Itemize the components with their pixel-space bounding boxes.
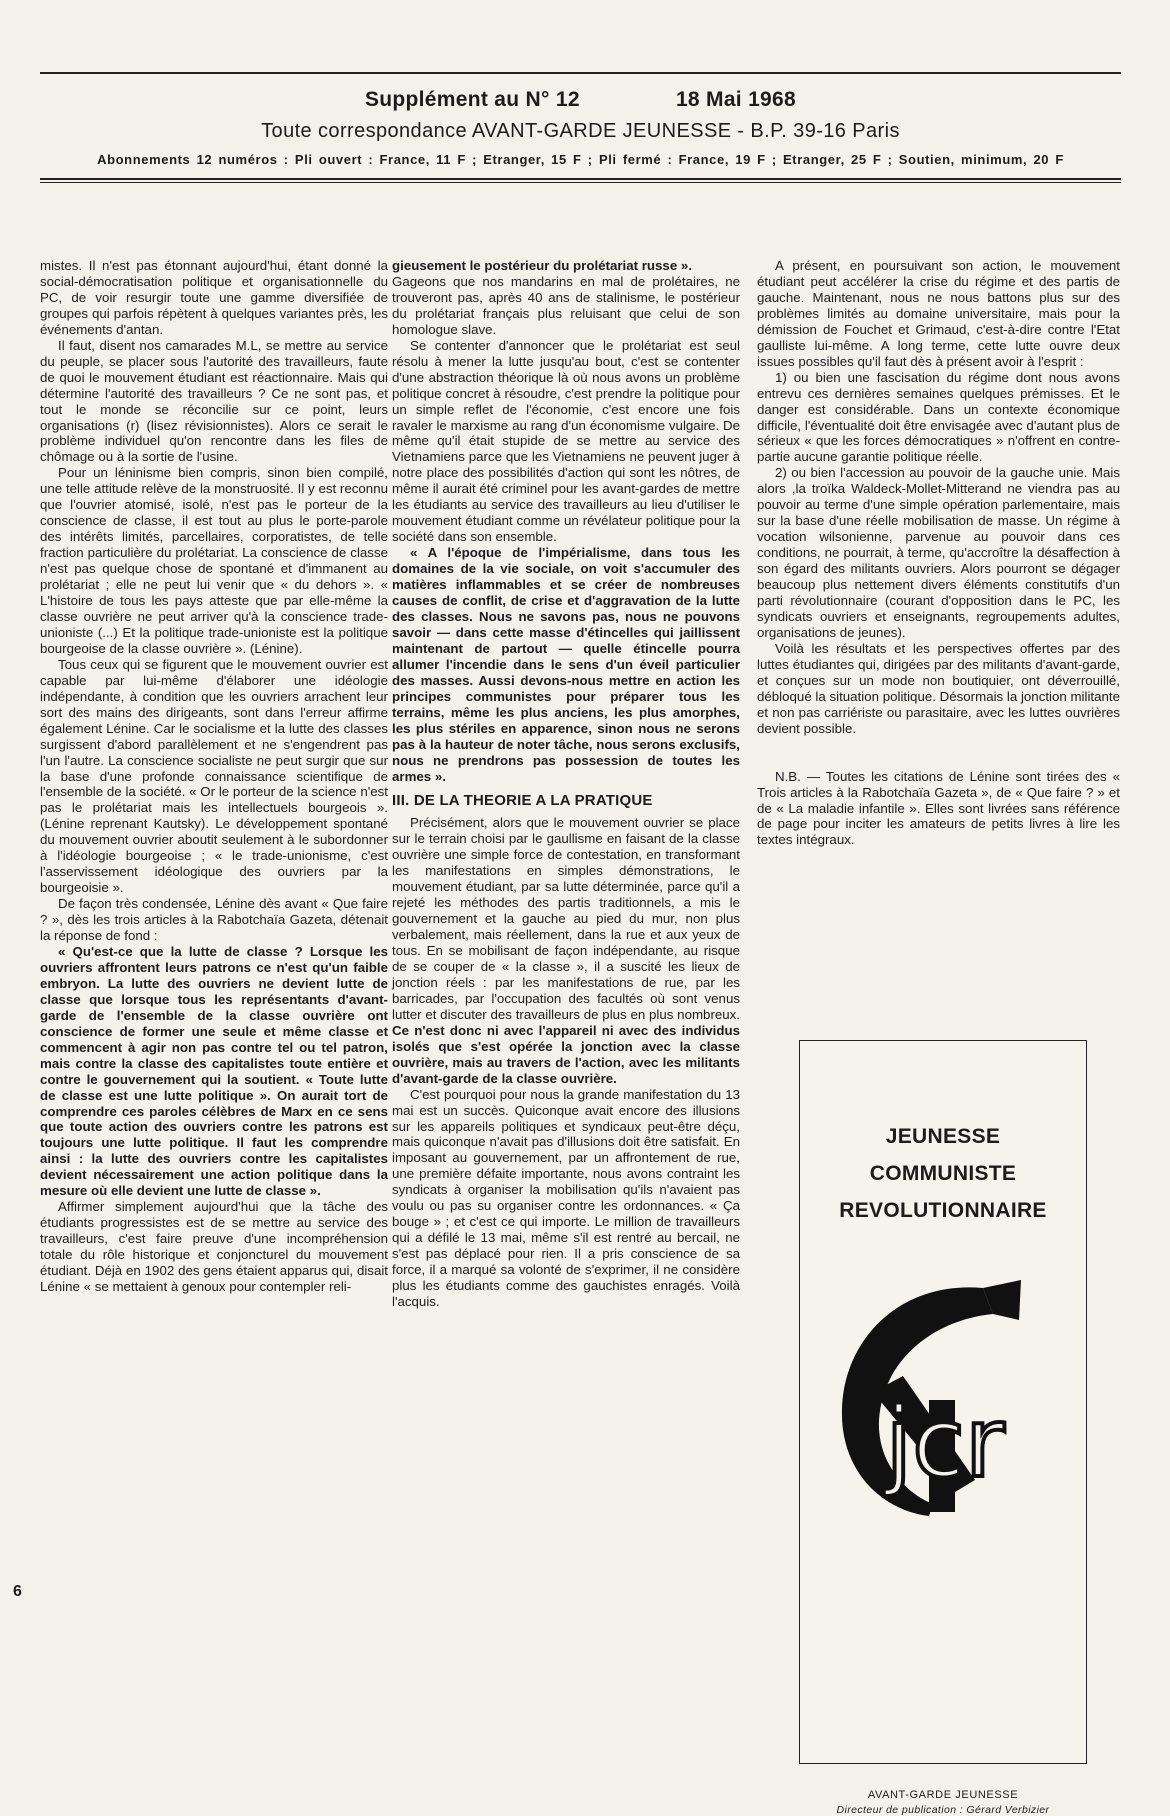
article-column-3 bbox=[757, 258, 1120, 848]
paragraph: 2) ou bien l'accession au pouvoir de la gauche unie. Mais alors ,la troïka Waldeck-Mollet-Mitterand ne viendra pas au pouvoir au terme d'une simple opération parlementaire, mais sur la base d'une réelle mobilisation de masse. Un régime à vocation wilsonienne, parvenue au pouvoir dans ces conditions, ne pourrait, à terme, qu'accroître la désaffection à son égard des militants ouvriers. Alors pourront se dégager beaucoup plus nettement divers éléments constitutifs d'un parti révolutionnaire (courant d'opposition dans le PC, les syndicats ouvriers et enseignants, regroupements adultes, organisations de jeunes). bbox=[757, 465, 1120, 640]
paragraph: Pour un léninisme bien compris, sinon bien compilé, une telle attitude relève de la monstruosité. Il y est reconnu que l'ouvrier atomisé, isolé, n'est pas le porteur de la conscience de classe, il est tout au plus le porte-parole des intérêts limités, parcellaires, corporatistes, de telle fraction particulière du prolétariat. La conscience de classe n'est pas quelque chose de spontané et d'immanent au prolétariat ; elle ne peut lui venir que « du dehors ». « L'histoire de tous les pays atteste que par elle-même la classe ouvrière ne peut arriver qu'à la conscience trade-unioniste (...) Et la politique trade-unioniste est la politique bourgeoise de la classe ouvrière ». (Lénine). bbox=[40, 465, 388, 656]
publisher-name: AVANT-GARDE JEUNESSE bbox=[867, 1789, 1019, 1801]
jcr-hammer-sickle-logo-icon bbox=[833, 1280, 1053, 1520]
lenin-quote: « A l'époque de l'impérialisme, dans tous les domaines de la vie sociale, on voit s'accumuler des matières inflammables et se créer de nombreuses causes de conflit, de crise et d'aggravation de la lutte des classes. Nous ne savons pas, nous ne pouvons savoir — dans cette masse d'étincelles qui jaillissent maintenant de partout — quelle étincelle pourra allumer l'incendie dans le sens d'un éveil particulier des masses. Aussi devons-nous mettre en action les principes communistes pour préparer tous les terrains, même les plus anciens, les plus amorphes, les plus stériles en apparence, sinon nous ne serons pas à la hauteur de noter tâche, nous serons exclusifs, nous ne prendrons pas possession de toutes les armes ». bbox=[392, 545, 740, 784]
correspondence-line: Toute correspondance AVANT-GARDE JEUNESSE - B.P. 39-16 Paris bbox=[261, 120, 900, 142]
publication-director: Directeur de publication : Gérard Verbizier bbox=[836, 1804, 1050, 1816]
supplement-line bbox=[40, 88, 1121, 112]
page-number: 6 bbox=[13, 1583, 22, 1600]
issue-date: 18 Mai 1968 bbox=[675, 88, 796, 111]
paragraph: A présent, en poursuivant son action, le mouvement étudiant peut accélérer la crise du régime et des partis de gauche. Maintenant, nous ne nous battons plus sur des problèmes limités au domaine universitaire, mais pour la démission de Fouchet et Grimaud, c'est-à-dire contre l'Etat gaulliste lui-même. A long terme, cette lutte ouvre deux issues possibles qu'il faut dès à présent avoir à l'esprit : bbox=[757, 258, 1120, 369]
jcr-advertisement bbox=[799, 1040, 1087, 1743]
paragraph bbox=[392, 815, 740, 1086]
jcr-logo-text: jcr bbox=[885, 1387, 1005, 1499]
section-heading: III. DE LA THEORIE A LA PRATIQUE bbox=[392, 792, 653, 810]
paragraph: Gageons que nos mandarins en mal de prolétaires, ne trouveront pas, après 40 ans de stalinisme, le postérieur du prolétariat français plus reluisant que celui de son homologue slave. bbox=[392, 273, 740, 337]
paragraph: gieusement le postérieur du prolétariat russe ». bbox=[392, 258, 693, 273]
masthead-top-rule bbox=[40, 72, 1121, 74]
paragraph: C'est pourquoi pour nous la grande manifestation du 13 mai est un succès. Quiconque avait encore des illusions sur les appareils politiques et syndicaux peut-être déçu, mais quiconque n'avait pas d'illusions doit être satisfait. En imposant au gouvernement, par un affrontement de rue, une première défaite importante, nous avons contraint les syndicats à organiser la mobilisation qu'ils n'avaient pas voulu ou pas su organiser contre les ordonnances. « Ça bouge » ; et c'est ce qui importe. Le million de travailleurs qui a défilé le 13 mai, même s'il est rentré au bercail, ne s'est pas déplacé pour rien. Il a pris conscience de sa force, il a marqué sa volonté de s'exprimer, il ne considère plus les étudiants comme des gauchistes enragés. Voilà l'acquis. bbox=[392, 1086, 740, 1309]
supplement-label: Supplément au N° 12 bbox=[364, 88, 580, 111]
paragraph: 1) ou bien une fascisation du régime dont nous avons entrevu ces dernières semaines quelques prémisses. Et le danger est considérable. Dans un contexte économique difficile, l'éventualité doit être envisagée avec d'autant plus de sérieux « que les forces démocratiques » n'offrent en contre-partie aucune garantie politique réelle. bbox=[757, 369, 1120, 465]
ad-title-line-1: JEUNESSE bbox=[885, 1125, 1001, 1148]
article-column-1 bbox=[40, 258, 388, 1295]
article-column-2 bbox=[392, 258, 740, 1310]
paragraph: Tous ceux qui se figurent que le mouvement ouvrier est capable par lui-même d'élaborer une idéologie indépendante, à condition que les ouvriers arrachent leur sort des mains des dirigeants, sont dans l'erreur affirme également Lénine. Car le socialisme et la lutte des classes surgissent d'abord parallèlement et ne s'engendrent pas l'un l'autre. La conscience socialiste ne peut surgir que sur la base d'une profonde connaissance scientifique de l'ensemble de la société. « Or le porteur de la science n'est pas le prolétariat mais les intellectuels bourgeois ». (Lénine reprenant Kautsky). Le développement spontané du mouvement ouvrier aboutit seulement à le subordonner à l'idéologie bourgeoise ; « le trade-unionisme, c'est l'asservissement idéologique des ouvriers par la bourgeoisie ». bbox=[40, 656, 388, 896]
masthead-bottom-rule-2 bbox=[40, 182, 1121, 183]
paragraph: Se contenter d'annoncer que le prolétariat est seul résolu à mener la lutte jusqu'au bout, c'est se contenter d'une abstraction théorique là où nous avons un problème politique concret à résoudre, c'est prendre la politique pour un simple reflet de l'économie, c'est encore une fois ravaler le marxisme au rang d'un économisme vulgaire. De même qu'il était stupide de se mettre au service des Vietnamiens parce que les Vietnamiens ne peuvent juger à notre place des possibilités d'action qui sont les nôtres, de même il aurait été criminel pour les avant-gardes de mettre les étudiants au service des travailleurs au lieu d'utiliser le mouvement étudiant comme un révélateur politique pour la société dans son ensemble. bbox=[392, 337, 740, 545]
paragraph-emphasis: Ce n'est donc ni avec l'appareil ni avec des individus isolés que s'est opérée la jonction avec la classe ouvrière, mais au travers de l'action, avec les militants d'avant-garde de la classe ouvrière. bbox=[392, 1022, 740, 1086]
subscriptions-line: Abonnements 12 numéros : Pli ouvert : France, 11 F ; Etranger, 15 F ; Pli fermé : France, 19 F ; Etranger, 25 F ; Soutien, minimum, 20 F bbox=[97, 152, 1064, 167]
paragraph-text: Précisément, alors que le mouvement ouvrier se place sur le terrain choisi par le gaullisme en faisant de la classe ouvrière une simple force de contestation, en transformant les manifestations en simples démonstrations, le mouvement étudiant, par sa lutte déterminée, parce qu'il a rejeté les méthodes des partis traditionnels, a mis le gouvernement et la gauche au pied du mur, non plus verbalement, mais réellement, dans la rue et aux yeux de tous. En se mobilisant de façon indépendante, au risque de se couper de « la classe », il a suscité les lieux de jonction réels : par les manifestations de rue, par les barricades, par l'occupation des facultés où sont venus lutter et discuter des travailleurs de plus en plus nombreux. bbox=[392, 815, 740, 1022]
paragraph: Il faut, disent nos camarades M.L, se mettre au service du peuple, se placer sous l'autorité des travailleurs, faute de quoi le mouvement étudiant est réactionnaire. Mais qui détermine l'autorité des travailleurs ? Ce ne sont pas, et tout le monde se réconcilie sur ce point, leurs organisations (r) (lisez révisionnistes). Alors ce serait le problème individuel qu'on rencontre dans les files de chômage ou à la sortie de l'usine. bbox=[40, 337, 388, 465]
paragraph: mistes. Il n'est pas étonnant aujourd'hui, étant donné la social-démocratisation politique et organisationnelle du PC, de voir resurgir toute une gamme diversifiée de groupes qui parfois répètent à quelques variantes près, les événements d'antan. bbox=[40, 258, 388, 337]
editorial-note: N.B. — Toutes les citations de Lénine sont tirées des « Trois articles à la Rabotchaïa Gazeta », de « Que faire ? » et de « La maladie infantile ». Elles sont livrées sans référence de page pour inciter les amateurs de petits livres à lire les textes intégraux. bbox=[757, 768, 1120, 848]
lenin-quote: « Qu'est-ce que la lutte de classe ? Lorsque les ouvriers affrontent leurs patrons ce n'est qu'un faible embryon. La lutte des ouvriers ne devient lutte de classe que lorsque tous les représentants d'avant-garde de l'ensemble de la classe ouvrière ont conscience de former une seule et même classe et commencent à agir non pas contre tel ou tel patron, mais contre la classe des capitalistes toute entière et contre le gouvernement qui la soutient. « Toute lutte de classe est une lutte politique ». On aurait tort de comprendre ces paroles célèbres de Marx en ce sens que toute action des ouvriers contre les patrons est toujours une lutte politique. Il faut les comprendre ainsi : la lutte des ouvriers contre les capitalistes devient nécessairement une action politique dans la mesure où elle devient une lutte de classe ». bbox=[40, 943, 388, 1199]
ad-title-line-3: REVOLUTIONNAIRE bbox=[839, 1199, 1047, 1222]
ad-title-line-2: COMMUNISTE bbox=[869, 1162, 1017, 1185]
paragraph: Affirmer simplement aujourd'hui que la tâche des étudiants progressistes est de se mettre au service des travailleurs, c'est faire preuve d'une incompréhension totale du rôle historique et conjoncturel du mouvement étudiant. Déjà en 1902 des gens étaient apparus qui, disait Lénine « se mettaient à genoux pour contempler reli- bbox=[40, 1199, 388, 1294]
paragraph: Voilà les résultats et les perspectives offertes par des luttes étudiantes qui, dirigées par des militants d'avant-garde, et conçues sur un mode non boutiquier, ont déverrouillé, débloqué la situation politique. Désormais la jonction militante et non pas carriériste ou parasitaire, avec les luttes ouvrières devient possible. bbox=[757, 640, 1120, 736]
paragraph: De façon très condensée, Lénine dès avant « Que faire ? », dès les trois articles à la Rabotchaïa Gazeta, détenait la réponse de fond : bbox=[40, 896, 388, 944]
masthead-bottom-rule bbox=[40, 178, 1121, 180]
